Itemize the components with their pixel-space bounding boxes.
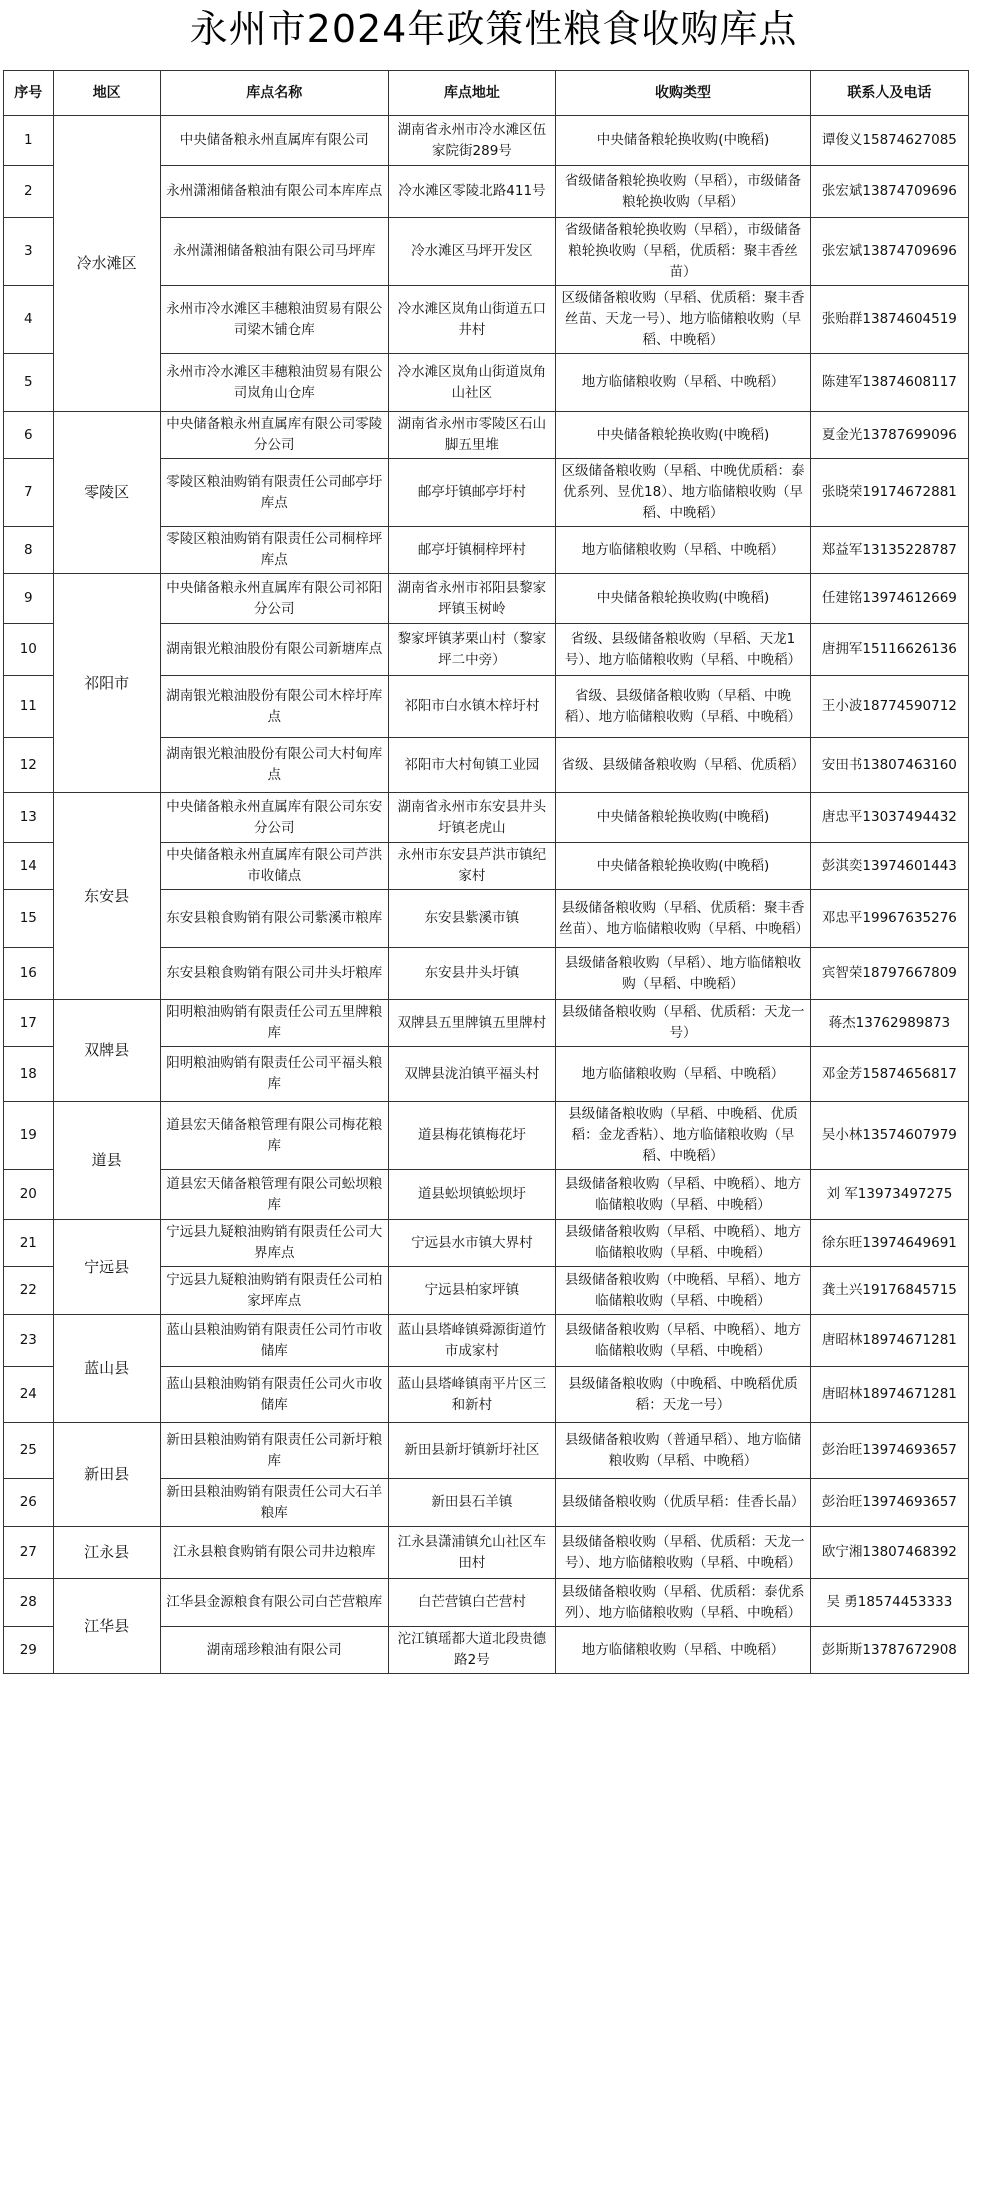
cell-no: 29 xyxy=(4,1627,54,1674)
cell-region: 江永县 xyxy=(53,1527,160,1579)
cell-depot-name: 永州市冷水滩区丰穗粮油贸易有限公司梁木铺仓库 xyxy=(160,286,388,354)
cell-region: 宁远县 xyxy=(53,1220,160,1315)
cell-contact: 邓忠平19967635276 xyxy=(810,890,968,948)
cell-depot-address: 白芒营镇白芒营村 xyxy=(388,1579,556,1627)
cell-depot-address: 冷水滩区岚角山街道岚角山社区 xyxy=(388,354,556,412)
cell-depot-address: 湖南省永州市冷水滩区伍家院街289号 xyxy=(388,116,556,166)
cell-purchase-type: 中央储备粮轮换收购(中晚稻) xyxy=(556,412,811,459)
table-header xyxy=(4,71,969,116)
cell-purchase-type: 省级、县级储备粮收购（早稻、中晚稻）、地方临储粮收购（早稻、中晚稻） xyxy=(556,676,811,738)
cell-purchase-type: 地方临储粮收购（早稻、中晚稻） xyxy=(556,1627,811,1674)
cell-contact: 唐昭林18974671281 xyxy=(810,1367,968,1423)
cell-purchase-type: 省级储备粮轮换收购（早稻），市级储备粮轮换收购（早稻，优质稻：聚丰香丝苗） xyxy=(556,218,811,286)
cell-no: 11 xyxy=(4,676,54,738)
cell-depot-address: 祁阳市大村甸镇工业园 xyxy=(388,738,556,793)
cell-purchase-type: 县级储备粮收购（早稻）、地方临储粮收购（早稻、中晚稻） xyxy=(556,948,811,1000)
table-row xyxy=(4,793,969,843)
cell-region: 道县 xyxy=(53,1102,160,1220)
cell-depot-name: 江华县金源粮食有限公司白芒营粮库 xyxy=(160,1579,388,1627)
cell-no: 28 xyxy=(4,1579,54,1627)
cell-depot-name: 阳明粮油购销有限责任公司平福头粮库 xyxy=(160,1047,388,1102)
cell-no: 8 xyxy=(4,527,54,574)
cell-no: 26 xyxy=(4,1479,54,1527)
cell-contact: 欧宁湘13807468392 xyxy=(810,1527,968,1579)
cell-no: 4 xyxy=(4,286,54,354)
cell-depot-name: 蓝山县粮油购销有限责任公司竹市收储库 xyxy=(160,1315,388,1367)
cell-no: 21 xyxy=(4,1220,54,1267)
cell-depot-name: 中央储备粮永州直属库有限公司芦洪市收储点 xyxy=(160,843,388,890)
header-contact: 联系人及电话 xyxy=(810,71,968,116)
cell-contact: 蒋杰13762989873 xyxy=(810,1000,968,1047)
cell-purchase-type: 区级储备粮收购（早稻、优质稻：聚丰香丝苗、天龙一号）、地方临储粮收购（早稻、中晚稻） xyxy=(556,286,811,354)
cell-no: 2 xyxy=(4,166,54,218)
cell-depot-name: 零陵区粮油购销有限责任公司桐梓坪库点 xyxy=(160,527,388,574)
cell-region: 冷水滩区 xyxy=(53,116,160,412)
cell-depot-name: 宁远县九疑粮油购销有限责任公司柏家坪库点 xyxy=(160,1267,388,1315)
cell-depot-name: 新田县粮油购销有限责任公司大石羊粮库 xyxy=(160,1479,388,1527)
cell-depot-address: 双牌县五里牌镇五里牌村 xyxy=(388,1000,556,1047)
header-region: 地区 xyxy=(53,71,160,116)
cell-depot-address: 沱江镇瑶都大道北段贵德路2号 xyxy=(388,1627,556,1674)
cell-contact: 张贻群13874604519 xyxy=(810,286,968,354)
cell-no: 6 xyxy=(4,412,54,459)
cell-purchase-type: 县级储备粮收购（早稻、中晚稻）、地方临储粮收购（早稻、中晚稻） xyxy=(556,1220,811,1267)
cell-no: 7 xyxy=(4,459,54,527)
cell-no: 27 xyxy=(4,1527,54,1579)
cell-no: 19 xyxy=(4,1102,54,1170)
cell-depot-name: 东安县粮食购销有限公司井头圩粮库 xyxy=(160,948,388,1000)
cell-contact: 邓金芳15874656817 xyxy=(810,1047,968,1102)
table-row xyxy=(4,1000,969,1047)
cell-depot-address: 新田县新圩镇新圩社区 xyxy=(388,1423,556,1479)
cell-contact: 刘 军13973497275 xyxy=(810,1170,968,1220)
cell-no: 1 xyxy=(4,116,54,166)
cell-depot-name: 蓝山县粮油购销有限责任公司火市收储库 xyxy=(160,1367,388,1423)
cell-region: 零陵区 xyxy=(53,412,160,574)
cell-contact: 唐拥军15116626136 xyxy=(810,624,968,676)
cell-depot-name: 阳明粮油购销有限责任公司五里牌粮库 xyxy=(160,1000,388,1047)
cell-contact: 龚土兴19176845715 xyxy=(810,1267,968,1315)
cell-contact: 宾智荣18797667809 xyxy=(810,948,968,1000)
cell-depot-name: 永州潇湘储备粮油有限公司马坪库 xyxy=(160,218,388,286)
cell-depot-name: 湖南银光粮油股份有限公司木梓圩库点 xyxy=(160,676,388,738)
cell-depot-address: 蓝山县塔峰镇南平片区三和新村 xyxy=(388,1367,556,1423)
cell-contact: 郑益军13135228787 xyxy=(810,527,968,574)
cell-contact: 徐东旺13974649691 xyxy=(810,1220,968,1267)
cell-purchase-type: 省级储备粮轮换收购（早稻），市级储备粮轮换收购（早稻） xyxy=(556,166,811,218)
cell-depot-address: 道县梅花镇梅花圩 xyxy=(388,1102,556,1170)
cell-contact: 吴小林13574607979 xyxy=(810,1102,968,1170)
cell-depot-address: 新田县石羊镇 xyxy=(388,1479,556,1527)
table-row xyxy=(4,1315,969,1367)
cell-purchase-type: 县级储备粮收购（中晚稻、早稻）、地方临储粮收购（早稻、中晚稻） xyxy=(556,1267,811,1315)
cell-depot-name: 中央储备粮永州直属库有限公司零陵分公司 xyxy=(160,412,388,459)
cell-contact: 谭俊义15874627085 xyxy=(810,116,968,166)
cell-depot-address: 冷水滩区岚角山街道五口井村 xyxy=(388,286,556,354)
cell-depot-address: 江永县潇浦镇允山社区车田村 xyxy=(388,1527,556,1579)
cell-depot-address: 蓝山县塔峰镇舜源街道竹市成家村 xyxy=(388,1315,556,1367)
header-row xyxy=(4,71,969,116)
cell-contact: 彭淇奕13974601443 xyxy=(810,843,968,890)
cell-contact: 张宏斌13874709696 xyxy=(810,218,968,286)
cell-depot-address: 黎家坪镇茅栗山村（黎家坪二中旁） xyxy=(388,624,556,676)
cell-depot-name: 东安县粮食购销有限公司紫溪市粮库 xyxy=(160,890,388,948)
cell-purchase-type: 县级储备粮收购（早稻、中晚稻）、地方临储粮收购（早稻、中晚稻） xyxy=(556,1170,811,1220)
header-purchase-type: 收购类型 xyxy=(556,71,811,116)
cell-depot-name: 湖南瑶珍粮油有限公司 xyxy=(160,1627,388,1674)
cell-purchase-type: 县级储备粮收购（早稻、中晚稻、优质稻：金龙香粘）、地方临储粮收购（早稻、中晚稻） xyxy=(556,1102,811,1170)
cell-depot-address: 永州市东安县芦洪市镇纪家村 xyxy=(388,843,556,890)
cell-no: 14 xyxy=(4,843,54,890)
cell-depot-name: 湖南银光粮油股份有限公司新塘库点 xyxy=(160,624,388,676)
cell-depot-name: 永州市冷水滩区丰穗粮油贸易有限公司岚角山仓库 xyxy=(160,354,388,412)
table-row xyxy=(4,1527,969,1579)
cell-depot-address: 湖南省永州市东安县井头圩镇老虎山 xyxy=(388,793,556,843)
table-row xyxy=(4,1423,969,1479)
cell-no: 18 xyxy=(4,1047,54,1102)
cell-contact: 任建铭13974612669 xyxy=(810,574,968,624)
cell-depot-name: 中央储备粮永州直属库有限公司 xyxy=(160,116,388,166)
cell-no: 16 xyxy=(4,948,54,1000)
table-row xyxy=(4,116,969,166)
cell-no: 15 xyxy=(4,890,54,948)
cell-depot-address: 宁远县柏家坪镇 xyxy=(388,1267,556,1315)
cell-no: 20 xyxy=(4,1170,54,1220)
cell-depot-name: 江永县粮食购销有限公司井边粮库 xyxy=(160,1527,388,1579)
cell-depot-address: 邮亭圩镇桐梓坪村 xyxy=(388,527,556,574)
cell-depot-address: 东安县紫溪市镇 xyxy=(388,890,556,948)
cell-depot-address: 冷水滩区零陵北路411号 xyxy=(388,166,556,218)
cell-no: 25 xyxy=(4,1423,54,1479)
cell-purchase-type: 中央储备粮轮换收购(中晚稻) xyxy=(556,116,811,166)
cell-no: 10 xyxy=(4,624,54,676)
cell-depot-name: 中央储备粮永州直属库有限公司祁阳分公司 xyxy=(160,574,388,624)
cell-depot-name: 中央储备粮永州直属库有限公司东安分公司 xyxy=(160,793,388,843)
cell-depot-address: 东安县井头圩镇 xyxy=(388,948,556,1000)
cell-depot-address: 祁阳市白水镇木梓圩村 xyxy=(388,676,556,738)
cell-contact: 张晓荣19174672881 xyxy=(810,459,968,527)
cell-depot-name: 道县宏天储备粮管理有限公司蚣坝粮库 xyxy=(160,1170,388,1220)
table-row xyxy=(4,1220,969,1267)
cell-purchase-type: 中央储备粮轮换收购(中晚稻) xyxy=(556,793,811,843)
table-body xyxy=(4,116,969,1674)
cell-contact: 彭治旺13974693657 xyxy=(810,1479,968,1527)
cell-purchase-type: 中央储备粮轮换收购(中晚稻) xyxy=(556,574,811,624)
cell-purchase-type: 中央储备粮轮换收购(中晚稻) xyxy=(556,843,811,890)
cell-region: 新田县 xyxy=(53,1423,160,1527)
cell-contact: 陈建军13874608117 xyxy=(810,354,968,412)
cell-purchase-type: 县级储备粮收购（早稻、优质稻：泰优系列）、地方临储粮收购（早稻、中晚稻） xyxy=(556,1579,811,1627)
cell-purchase-type: 县级储备粮收购（早稻、优质稻：聚丰香丝苗）、地方临储粮收购（早稻、中晚稻） xyxy=(556,890,811,948)
cell-no: 9 xyxy=(4,574,54,624)
cell-contact: 唐忠平13037494432 xyxy=(810,793,968,843)
cell-contact: 夏金光13787699096 xyxy=(810,412,968,459)
cell-purchase-type: 县级储备粮收购（早稻、优质稻：天龙一号）、地方临储粮收购（早稻、中晚稻） xyxy=(556,1527,811,1579)
cell-contact: 王小波18774590712 xyxy=(810,676,968,738)
cell-region: 东安县 xyxy=(53,793,160,1000)
cell-depot-address: 冷水滩区马坪开发区 xyxy=(388,218,556,286)
table-row xyxy=(4,1579,969,1627)
grain-purchase-table xyxy=(3,70,969,1674)
cell-contact: 唐昭林18974671281 xyxy=(810,1315,968,1367)
cell-purchase-type: 县级储备粮收购（优质早稻：佳香长晶） xyxy=(556,1479,811,1527)
cell-depot-address: 邮亭圩镇邮亭圩村 xyxy=(388,459,556,527)
cell-no: 23 xyxy=(4,1315,54,1367)
cell-depot-address: 湖南省永州市祁阳县黎家坪镇玉树岭 xyxy=(388,574,556,624)
page-title: 永州市2024年政策性粮食收购库点 xyxy=(189,7,798,51)
cell-purchase-type: 县级储备粮收购（普通早稻）、地方临储粮收购（早稻、中晚稻） xyxy=(556,1423,811,1479)
table-row xyxy=(4,574,969,624)
cell-contact: 张宏斌13874709696 xyxy=(810,166,968,218)
cell-depot-address: 双牌县泷泊镇平福头村 xyxy=(388,1047,556,1102)
cell-no: 24 xyxy=(4,1367,54,1423)
cell-depot-address: 道县蚣坝镇蚣坝圩 xyxy=(388,1170,556,1220)
header-depot-name: 库点名称 xyxy=(160,71,388,116)
cell-purchase-type: 县级储备粮收购（早稻、中晚稻）、地方临储粮收购（早稻、中晚稻） xyxy=(556,1315,811,1367)
cell-depot-name: 道县宏天储备粮管理有限公司梅花粮库 xyxy=(160,1102,388,1170)
cell-purchase-type: 省级、县级储备粮收购（早稻、天龙1号）、地方临储粮收购（早稻、中晚稻） xyxy=(556,624,811,676)
cell-depot-name: 宁远县九疑粮油购销有限责任公司大界库点 xyxy=(160,1220,388,1267)
cell-depot-address: 宁远县水市镇大界村 xyxy=(388,1220,556,1267)
cell-depot-name: 湖南银光粮油股份有限公司大村甸库点 xyxy=(160,738,388,793)
cell-no: 3 xyxy=(4,218,54,286)
cell-contact: 彭治旺13974693657 xyxy=(810,1423,968,1479)
cell-region: 蓝山县 xyxy=(53,1315,160,1423)
cell-purchase-type: 县级储备粮收购（早稻、优质稻：天龙一号） xyxy=(556,1000,811,1047)
cell-purchase-type: 地方临储粮收购（早稻、中晚稻） xyxy=(556,354,811,412)
header-no: 序号 xyxy=(4,71,54,116)
cell-depot-name: 零陵区粮油购销有限责任公司邮亭圩库点 xyxy=(160,459,388,527)
cell-purchase-type: 地方临储粮收购（早稻、中晚稻） xyxy=(556,527,811,574)
table-row xyxy=(4,412,969,459)
cell-purchase-type: 县级储备粮收购（中晚稻、中晚稻优质稻：天龙一号） xyxy=(556,1367,811,1423)
table-row xyxy=(4,1102,969,1170)
cell-no: 12 xyxy=(4,738,54,793)
cell-no: 5 xyxy=(4,354,54,412)
cell-no: 22 xyxy=(4,1267,54,1315)
cell-depot-name: 永州潇湘储备粮油有限公司本库库点 xyxy=(160,166,388,218)
cell-purchase-type: 地方临储粮收购（早稻、中晚稻） xyxy=(556,1047,811,1102)
cell-no: 17 xyxy=(4,1000,54,1047)
header-depot-address: 库点地址 xyxy=(388,71,556,116)
cell-region: 江华县 xyxy=(53,1579,160,1674)
cell-contact: 吴 勇18574453333 xyxy=(810,1579,968,1627)
cell-purchase-type: 区级储备粮收购（早稻、中晚优质稻：泰优系列、昱优18）、地方临储粮收购（早稻、中晚稻） xyxy=(556,459,811,527)
cell-contact: 彭斯斯13787672908 xyxy=(810,1627,968,1674)
cell-region: 双牌县 xyxy=(53,1000,160,1102)
cell-contact: 安田书13807463160 xyxy=(810,738,968,793)
cell-purchase-type: 省级、县级储备粮收购（早稻、优质稻） xyxy=(556,738,811,793)
cell-no: 13 xyxy=(4,793,54,843)
cell-region: 祁阳市 xyxy=(53,574,160,793)
cell-depot-name: 新田县粮油购销有限责任公司新圩粮库 xyxy=(160,1423,388,1479)
cell-depot-address: 湖南省永州市零陵区石山脚五里堆 xyxy=(388,412,556,459)
